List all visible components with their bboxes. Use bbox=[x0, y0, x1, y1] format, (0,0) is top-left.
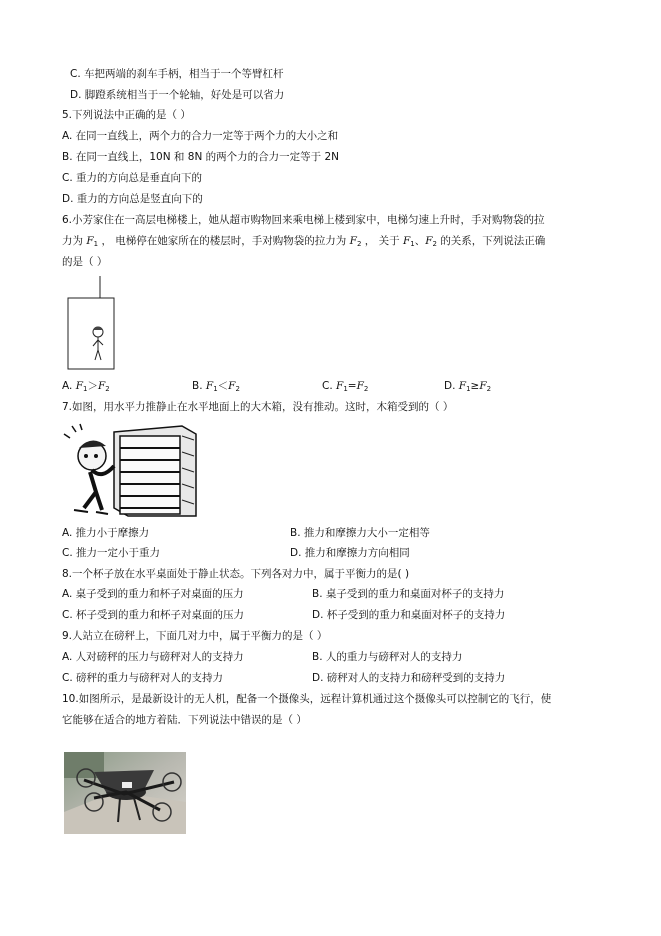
option-5d: D. 重力的方向总是竖直向下的 bbox=[62, 193, 203, 205]
option-6d: D. $F_1\ge F_2$ bbox=[444, 380, 492, 393]
question-10-line2: 它能够在适合的地方着陆．下列说法中错误的是（ ） bbox=[62, 714, 307, 726]
option-7b: B. 推力和摩擦力大小一定相等 bbox=[290, 527, 430, 539]
option-4c: C. 车把两端的刹车手柄，相当于一个等臂杠杆 bbox=[70, 68, 284, 80]
question-9: 9.人站立在磅秤上，下面几对力中，属于平衡力的是（ ） bbox=[62, 630, 328, 642]
option-6c: C. $F_1=F_2$ bbox=[322, 380, 369, 393]
option-6a: A. $F_1>F_2$ bbox=[62, 380, 110, 393]
option-8d: D. 杯子受到的重力和桌面对杯子的支持力 bbox=[312, 609, 506, 621]
question-5: 5.下列说法中正确的是（ ） bbox=[62, 109, 191, 121]
option-4d: D. 脚蹬系统相当于一个轮轴，好处是可以省力 bbox=[70, 89, 285, 101]
option-7c: C. 推力一定小于重力 bbox=[62, 547, 161, 559]
push-box-figure bbox=[62, 422, 202, 518]
option-9b: B. 人的重力与磅秤对人的支持力 bbox=[312, 651, 463, 663]
question-7: 7.如图，用水平力推静止在水平地面上的大木箱，没有推动。这时，木箱受到的（ ） bbox=[62, 401, 454, 413]
option-7d: D. 推力和摩擦力方向相同 bbox=[290, 547, 410, 559]
elevator-figure bbox=[66, 276, 116, 372]
option-8b: B. 桌子受到的重力和桌面对杯子的支持力 bbox=[312, 588, 505, 600]
option-8a: A. 桌子受到的重力和杯子对桌面的压力 bbox=[62, 588, 244, 600]
question-6-line1: 6.小芳家住在一高层电梯楼上，她从超市购物回来乘电梯上楼到家中，电梯匀速上升时，手对购物袋的拉 bbox=[62, 214, 545, 226]
option-9c: C. 磅秤的重力与磅秤对人的支持力 bbox=[62, 672, 224, 684]
option-5b: B. 在同一直线上，10N 和 8N 的两个力的合力一定等于 2N bbox=[62, 151, 340, 163]
option-5a: A. 在同一直线上，两个力的合力一定等于两个力的大小之和 bbox=[62, 130, 339, 142]
question-8: 8.一个杯子放在水平桌面处于静止状态。下列各对力中，属于平衡力的是( ) bbox=[62, 568, 410, 580]
option-5c: C. 重力的方向总是垂直向下的 bbox=[62, 172, 203, 184]
option-8c: C. 杯子受到的重力和杯子对桌面的压力 bbox=[62, 609, 245, 621]
question-10-line1: 10.如图所示，是最新设计的无人机，配备一个摄像头，远程计算机通过这个摄像头可以控制它的飞行，使 bbox=[62, 693, 552, 705]
drone-photo bbox=[64, 752, 186, 834]
option-6b: B. $F_1<F_2$ bbox=[192, 380, 240, 393]
option-7a: A. 推力小于摩擦力 bbox=[62, 527, 150, 539]
question-6-line2: 力为 $F_1$ ， 电梯停在她家所在的楼层时，手对购物袋的拉力为 $F_2$ ， 关于 $F_1$、$F_2$ 的关系，下列说法正确 bbox=[62, 235, 546, 248]
option-9a: A. 人对磅秤的压力与磅秤对人的支持力 bbox=[62, 651, 244, 663]
option-9d: D. 磅秤对人的支持力和磅秤受到的支持力 bbox=[312, 672, 506, 684]
question-6-line3: 的是（ ） bbox=[62, 256, 108, 268]
